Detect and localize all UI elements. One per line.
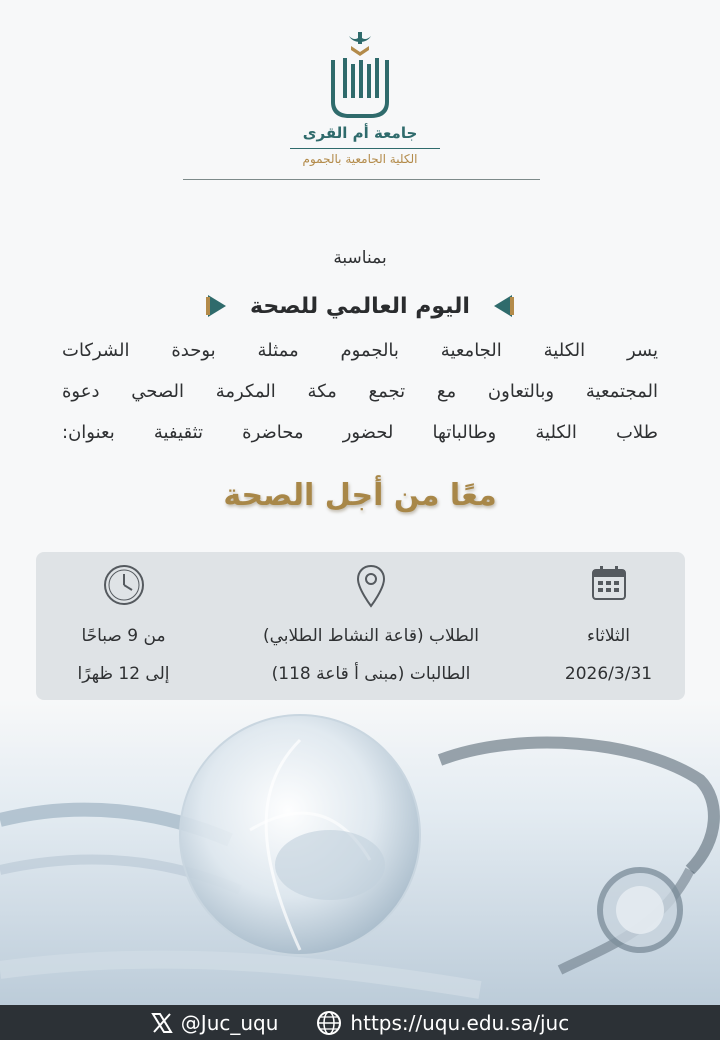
x-handle: @Juc_uqu	[180, 1010, 279, 1035]
website-link[interactable]	[316, 1010, 569, 1036]
time-from: من 9 صباحًا	[81, 626, 166, 646]
event-details-card	[36, 552, 685, 700]
footer-bar	[0, 1005, 720, 1040]
event-date: 2026/3/31	[564, 664, 653, 684]
background-medical-image	[0, 700, 720, 1005]
college-name: الكلية الجامعية بالجموم	[302, 152, 418, 166]
x-logo-icon	[151, 1012, 173, 1034]
location-column	[211, 552, 531, 700]
globe-icon	[316, 1010, 342, 1036]
location-male-students: الطلاب (قاعة النشاط الطلابي)	[262, 626, 480, 646]
location-female-students: الطالبات (مبنى أ قاعة 118)	[271, 664, 471, 684]
location-pin-icon	[356, 564, 386, 608]
arrow-right-icon	[206, 293, 228, 319]
university-name: جامعة أم القرى	[302, 124, 418, 142]
social-x-link[interactable]	[151, 1011, 279, 1035]
event-day: الثلاثاء	[586, 626, 631, 646]
invitation-paragraph	[62, 330, 658, 453]
date-column	[536, 552, 681, 700]
university-logo	[0, 30, 720, 120]
university-emblem-icon	[325, 30, 395, 120]
event-title: اليوم العالمي للصحة	[250, 293, 470, 319]
logo-divider	[290, 148, 440, 149]
header-divider	[183, 179, 540, 180]
invitation-line-1: يسر الكلية الجامعية بالجموم ممثلة بوحدة الشركات	[62, 340, 658, 361]
time-column	[51, 552, 196, 700]
invitation-line-3: طلاب الكلية وطالباتها لحضور محاضرة تثقيفية بعنوان:	[62, 422, 658, 443]
calendar-icon	[590, 564, 628, 602]
occasion-label: بمناسبة	[333, 248, 387, 268]
website-url: https://uqu.edu.sa/juc	[350, 1010, 570, 1035]
time-to: إلى 12 ظهرًا	[77, 664, 170, 684]
invitation-line-2: المجتمعية وبالتعاون مع تجمع مكة المكرمة الصحي دعوة	[62, 381, 658, 402]
event-title-row	[0, 286, 720, 326]
lecture-title: معًا من أجل الصحة	[223, 478, 497, 513]
arrow-left-icon	[492, 293, 514, 319]
clock-icon	[103, 564, 145, 606]
